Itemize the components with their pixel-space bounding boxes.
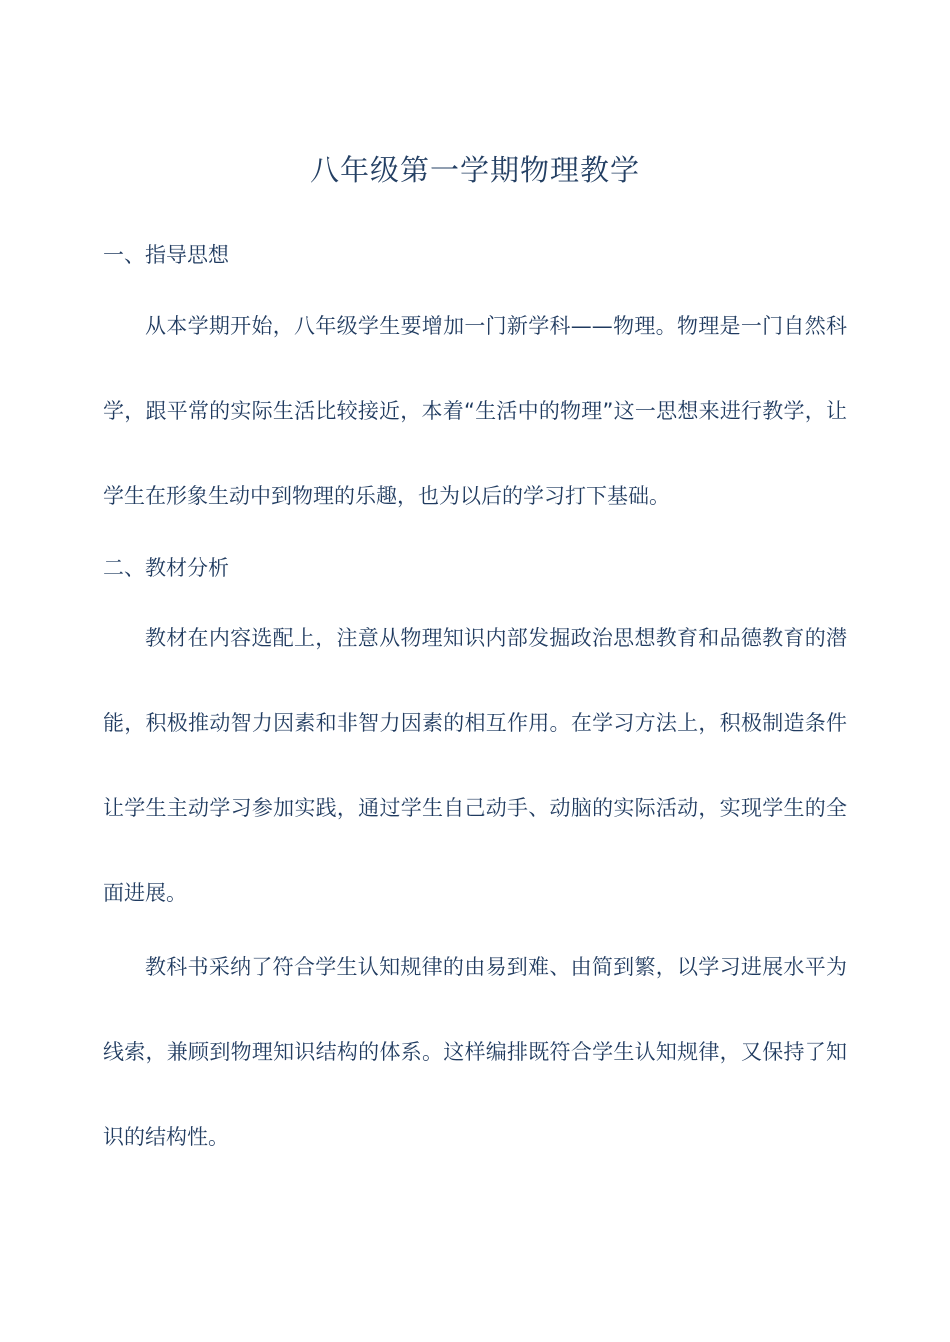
document-title: 八年级第一学期物理教学 bbox=[309, 153, 640, 187]
section-heading-guiding-thought: 一、指导思想 bbox=[103, 243, 229, 267]
paragraph-textbook-content: 教材在内容选配上，注意从物理知识内部发掘政治思想教育和品德教育的潜能，积极推动智力因素和非智力因素的相互作用。在学习方法上，积极制造条件让学生主动学习参加实践，通过学生自己动手、动脑的实际活动，实现学生的全面进展。 bbox=[103, 626, 847, 905]
paragraph-textbook-structure: 教科书采纳了符合学生认知规律的由易到难、由简到繁，以学习进展水平为线索，兼顾到物理知识结构的体系。这样编排既符合学生认知规律，又保持了知识的结构性。 bbox=[103, 955, 847, 1149]
section-heading-textbook-analysis: 二、教材分析 bbox=[103, 556, 229, 580]
paragraph-guiding-thought: 从本学期开始，八年级学生要增加一门新学科——物理。物理是一门自然科学，跟平常的实际生活比较接近，本着“生活中的物理”这一思想来进行教学，让学生在形象生动中到物理的乐趣，也为以后的学习打下基础。 bbox=[103, 314, 847, 508]
